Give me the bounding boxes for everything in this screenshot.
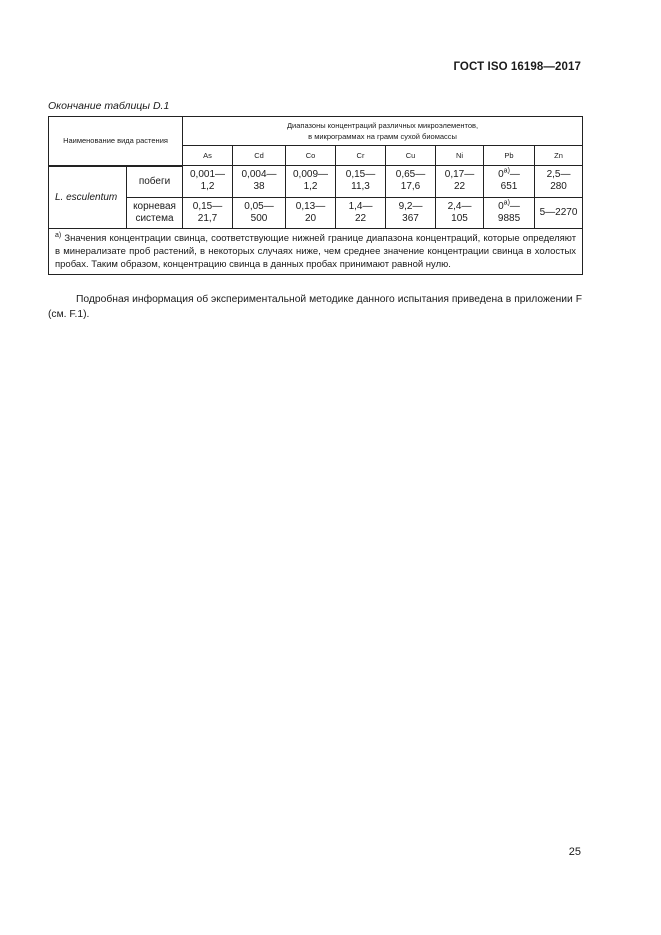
- element-header-as: As: [183, 146, 233, 166]
- table-footnote: [49, 228, 583, 274]
- table-row: [49, 166, 583, 198]
- value-cell: 2,5— 280: [535, 166, 583, 198]
- plant-part-root: корневая система: [127, 197, 183, 228]
- element-header-cu: Cu: [386, 146, 436, 166]
- plant-name-header: Наименование вида растения: [49, 117, 183, 166]
- page-number: 25: [568, 846, 581, 858]
- element-header-pb: Pb: [484, 146, 535, 166]
- document-header-title: ГОСТ ISO 16198—2017: [453, 61, 581, 73]
- value-cell: 0,05— 500: [233, 197, 286, 228]
- table-caption: Окончание таблицы D.1: [48, 100, 170, 112]
- value-cell: 2,4— 105: [436, 197, 484, 228]
- element-header-co: Co: [286, 146, 336, 166]
- value-cell: 0,004— 38: [233, 166, 286, 198]
- table-row: [49, 197, 583, 228]
- value-cell: 9,2— 367: [386, 197, 436, 228]
- value-cell: 0,001— 1,2: [183, 166, 233, 198]
- element-header-ni: Ni: [436, 146, 484, 166]
- value-cell: 1,4— 22: [336, 197, 386, 228]
- value-cell: $0^{а)}—$ 651: [484, 166, 535, 198]
- footnote-mark: а): [55, 231, 62, 239]
- concentration-table: [48, 116, 583, 275]
- plant-part-shoots: побеги: [127, 166, 183, 198]
- footnote-ref: а): [503, 199, 510, 207]
- value-cell: 0,009— 1,2: [286, 166, 336, 198]
- plant-species: L. esculentum: [49, 166, 127, 229]
- body-paragraph: Подробная информация об экспериментальной методике данного испытания приведена в приложении F (см. F.1).: [48, 294, 582, 320]
- element-header-cd: Cd: [233, 146, 286, 166]
- concentration-range-header: [183, 117, 583, 146]
- value-cell: 0,65— 17,6: [386, 166, 436, 198]
- footnote-text: Значения концентрации свинца, соответствующие нижней границе диапазона концентраций, которые определяют в минерализате проб растений, в некоторых случаях ниже, чем среднее значение концентрации свинца в холостых пробах. Таким образом, концентрацию свинца в данных пробах принимают равной нулю.: [55, 232, 577, 270]
- value-cell: 0,13— 20: [286, 197, 336, 228]
- concentration-range-header-line2: в микрограммах на грамм сухой биомассы: [308, 132, 457, 141]
- value-cell: 0,17— 22: [436, 166, 484, 198]
- value-cell: 0,15— 21,7: [183, 197, 233, 228]
- value-cell: $0^{а)}—$ 9885: [484, 197, 535, 228]
- element-header-cr: Cr: [336, 146, 386, 166]
- concentration-range-header-line1: Диапазоны концентраций различных микроэлементов,: [286, 121, 479, 130]
- value-cell: 5—2270: [535, 197, 583, 228]
- value-cell: 0,15— 11,3: [336, 166, 386, 198]
- footnote-ref: а): [503, 167, 510, 175]
- element-header-zn: Zn: [535, 146, 583, 166]
